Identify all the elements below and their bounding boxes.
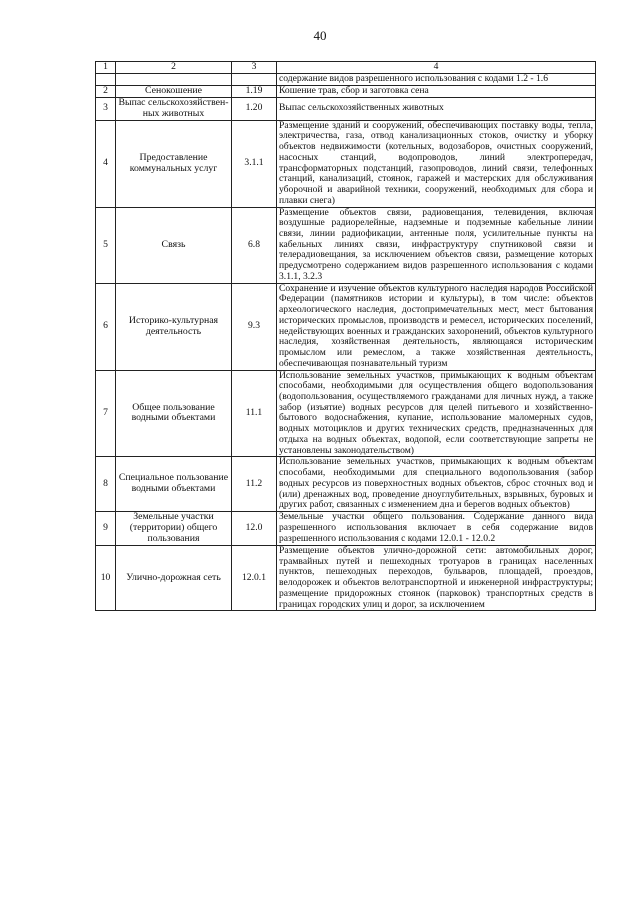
- row-number: 5: [96, 207, 116, 283]
- land-use-description: Использование земельных участков, примыкающих к водным объектам способами, необходимыми для осуществления общего водопользования (водопользования, осуществляемого гражданами для личных нужд, а также забор (изъятие) водных ресурсов для целей питьевого и хозяйственно-бытового водоснабжения, купание, использование маломерных судов, водных мотоциклов и других технических средств, предназначенных для отдыха на водных объектах, водопой, если соответствующие запреты не установлены законодательством): [277, 370, 596, 457]
- land-use-description: Кошение трав, сбор и заготовка сена: [277, 85, 596, 97]
- land-use-description: Земельные участки общего пользования. Содержание данного вида разрешенного использования включает в себя содержание видов разрешенного использования с кодами 12.0.1 - 12.0.2: [277, 512, 596, 546]
- land-use-description: содержание видов разрешенного использования с кодами 1.2 - 1.6: [277, 74, 596, 86]
- land-use-name: Связь: [116, 207, 232, 283]
- land-use-description: Использование земельных участков, примыкающих к водным объектам способами, необходимыми для специального водопользования (забор водных ресурсов из поверхностных водных объектов, сброс сточных вод и (или) дренажных вод, проведение дноуглубительных, взрывных, буровых и других работ, связанных с изменением дна и берегов водных объектов): [277, 457, 596, 512]
- land-use-code: 9.3: [232, 283, 277, 370]
- row-number: 4: [96, 120, 116, 207]
- land-use-description: Размещение объектов улично-дорожной сети: автомобильных дорог, трамвайных путей и пешеходных тротуаров в границах населенных пунктов, пешеходных переходов, бульваров, площадей, проездов, велодорожек и объектов велотранспортной и инженерной инфраструктуры; размещение придорожных стоянок (парковок) транспортных средств в границах городских улиц и дорог, за исключением: [277, 545, 596, 610]
- land-use-name: Предоставление коммунальных услуг: [116, 120, 232, 207]
- row-number: 3: [96, 97, 116, 120]
- row-number: 9: [96, 512, 116, 546]
- row-number: [96, 74, 116, 86]
- column-header: 1: [96, 62, 116, 74]
- land-use-name: Улично-дорожная сеть: [116, 545, 232, 610]
- column-header: 2: [116, 62, 232, 74]
- row-number: 6: [96, 283, 116, 370]
- table-row: [96, 97, 596, 120]
- table-header-row: [96, 62, 596, 74]
- land-use-name: Земельные участки (территории) общего пользования: [116, 512, 232, 546]
- land-use-code: 12.0.1: [232, 545, 277, 610]
- land-use-code: 1.20: [232, 97, 277, 120]
- land-use-table: [95, 61, 596, 611]
- table-row: [96, 545, 596, 610]
- land-use-code: 12.0: [232, 512, 277, 546]
- land-use-name: Общее пользование водными объектами: [116, 370, 232, 457]
- table-row: [96, 512, 596, 546]
- land-use-code: [232, 74, 277, 86]
- column-header: 4: [277, 62, 596, 74]
- land-use-code: 11.2: [232, 457, 277, 512]
- land-use-code: 6.8: [232, 207, 277, 283]
- land-use-name: Историко-культурная деятельность: [116, 283, 232, 370]
- column-header: 3: [232, 62, 277, 74]
- land-use-description: Сохранение и изучение объектов культурного наследия народов Российской Федерации (памятников истории и культуры), в том числе: объектов археологического наследия, достопримечательных мест, мест бытования исторических промыслов, производств и ремесел, исторических поселений, недействующих военных и гражданских захоронений, объектов культурного наследия, хозяйственная деятельность, являющаяся историческим промыслом или ремеслом, а также хозяйственная деятельность, обеспечивающая познавательный туризм: [277, 283, 596, 370]
- land-use-description: Размещение объектов связи, радиовещания, телевидения, включая воздушные радиорелейные, надземные и подземные кабельные линии связи, линии радиофикации, антенные поля, усилительные пункты на кабельных линиях связи, инфраструктуру спутниковой связи и телерадиовещания, за исключением объектов связи, размещение которых предусмотрено содержанием видов разрешенного использования с кодами 3.1.1, 3.2.3: [277, 207, 596, 283]
- land-use-code: 1.19: [232, 85, 277, 97]
- land-use-code: 11.1: [232, 370, 277, 457]
- row-number: 2: [96, 85, 116, 97]
- land-use-name: Выпас сельскохозяйствен-ных животных: [116, 97, 232, 120]
- land-use-code: 3.1.1: [232, 120, 277, 207]
- row-number: 10: [96, 545, 116, 610]
- land-use-description: Размещение зданий и сооружений, обеспечивающих поставку воды, тепла, электричества, газа, отвод канализационных стоков, очистку и уборку объектов недвижимости (котельных, водозаборов, очистных сооружений, насосных станций, водопроводов, линий электропередач, трансформаторных подстанций, газопроводов, линий связи, телефонных станций, канализаций, стоянок, гаражей и мастерских для обслуживания уборочной и аварийной техники, сооружений, необходимых для сбора и плавки снега): [277, 120, 596, 207]
- table-body: [96, 74, 596, 611]
- table-row: [96, 370, 596, 457]
- table-row: [96, 85, 596, 97]
- row-number: 7: [96, 370, 116, 457]
- land-use-description: Выпас сельскохозяйственных животных: [277, 97, 596, 120]
- table-row: [96, 74, 596, 86]
- land-use-name: [116, 74, 232, 86]
- table-row: [96, 120, 596, 207]
- land-use-name: Сенокошение: [116, 85, 232, 97]
- row-number: 8: [96, 457, 116, 512]
- land-use-name: Специальное пользование водными объектами: [116, 457, 232, 512]
- table-row: [96, 207, 596, 283]
- page-number: 40: [313, 28, 327, 43]
- table-row: [96, 283, 596, 370]
- table-row: [96, 457, 596, 512]
